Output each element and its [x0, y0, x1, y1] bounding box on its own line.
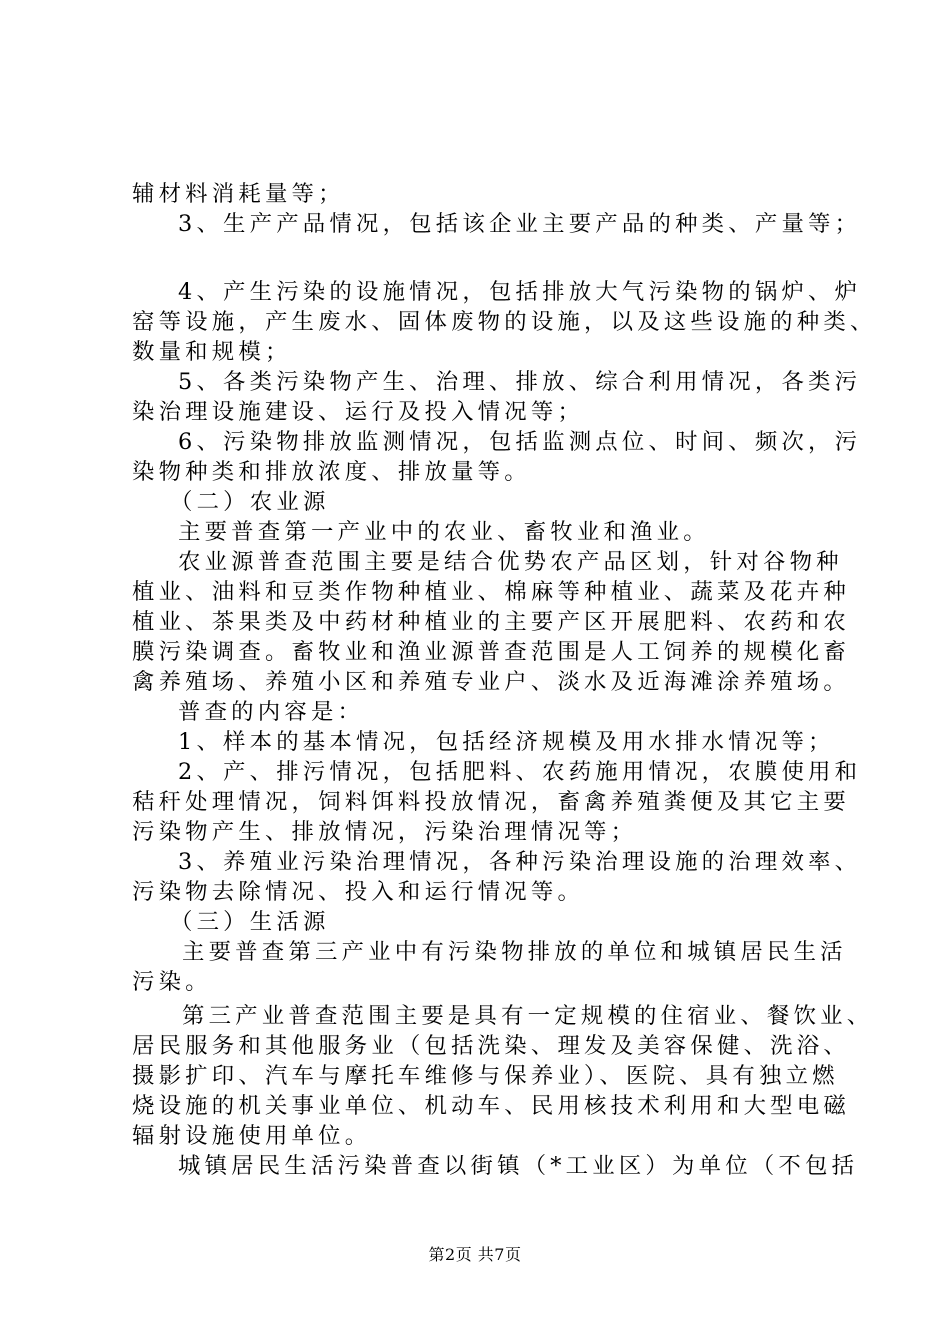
text-line: 禽养殖场、养殖小区和养殖专业户、淡水及近海滩涂养殖场。 [132, 669, 850, 695]
text-line: 染物种类和排放浓度、排放量等。 [132, 459, 531, 485]
text-line: 烧设施的机关事业单位、机动车、民用核技术利用和大型电磁 [132, 1093, 850, 1119]
text-line: 秸秆处理情况，饲料饵料投放情况，畜禽养殖粪便及其它主要 [132, 789, 850, 815]
text-line: 染治理设施建设、运行及投入情况等； [132, 399, 585, 425]
text-line: 6、污染物排放监测情况，包括监测点位、时间、频次，污 [178, 429, 862, 455]
text-line: 主要普查第三产业中有污染物排放的单位和城镇居民生活 [182, 939, 847, 965]
text-line: 辅材料消耗量等； [132, 181, 345, 207]
text-line: 摄影扩印、汽车与摩托车维修与保养业）、医院、具有独立燃 [132, 1063, 839, 1089]
text-line: 2、产、排污情况，包括肥料、农药施用情况，农膜使用和 [178, 759, 862, 785]
text-line: 3、生产产品情况，包括该企业主要产品的种类、产量等； [178, 211, 862, 237]
text-line: 植业、茶果类及中药材种植业的主要产区开展肥料、农药和农 [132, 609, 850, 635]
text-line: 4、产生污染的设施情况，包括排放大气污染物的锅炉、炉 [178, 279, 862, 305]
text-line: 第三产业普查范围主要是具有一定规模的住宿业、餐饮业、 [182, 1003, 874, 1029]
section-heading: （三）生活源 [170, 909, 330, 935]
text-line: 普查的内容是： [178, 699, 365, 725]
text-line: 农业源普查范围主要是结合优势农产品区划，针对谷物种 [178, 549, 843, 575]
text-line: 污染。 [132, 969, 212, 995]
section-heading: （二）农业源 [170, 489, 330, 515]
text-line: 5、各类污染物产生、治理、排放、综合利用情况，各类污 [178, 369, 862, 395]
text-line: 窑等设施，产生废水、固体废物的设施，以及这些设施的种类、 [132, 309, 877, 335]
text-line: 膜污染调查。畜牧业和渔业源普查范围是人工饲养的规模化畜 [132, 639, 850, 665]
text-line: 数量和规模； [132, 339, 292, 365]
text-line: 辐射设施使用单位。 [132, 1123, 372, 1149]
text-line: 污染物产生、排放情况，污染治理情况等； [132, 819, 638, 845]
text-line: 3、养殖业污染治理情况，各种污染治理设施的治理效率、 [178, 849, 862, 875]
text-line: 植业、油料和豆类作物种植业、棉麻等种植业、蔬菜及花卉种 [132, 579, 850, 605]
text-line: 1、样本的基本情况，包括经济规模及用水排水情况等； [178, 729, 835, 755]
text-line: 主要普查第一产业中的农业、畜牧业和渔业。 [178, 519, 710, 545]
page-footer: 第2页 共7页 [428, 1245, 522, 1264]
text-line: 污染物去除情况、投入和运行情况等。 [132, 879, 585, 905]
text-line: 居民服务和其他服务业（包括洗染、理发及美容保健、洗浴、 [132, 1033, 850, 1059]
text-line: 城镇居民生活污染普查以街镇（*工业区）为单位（不包括 [178, 1153, 859, 1179]
